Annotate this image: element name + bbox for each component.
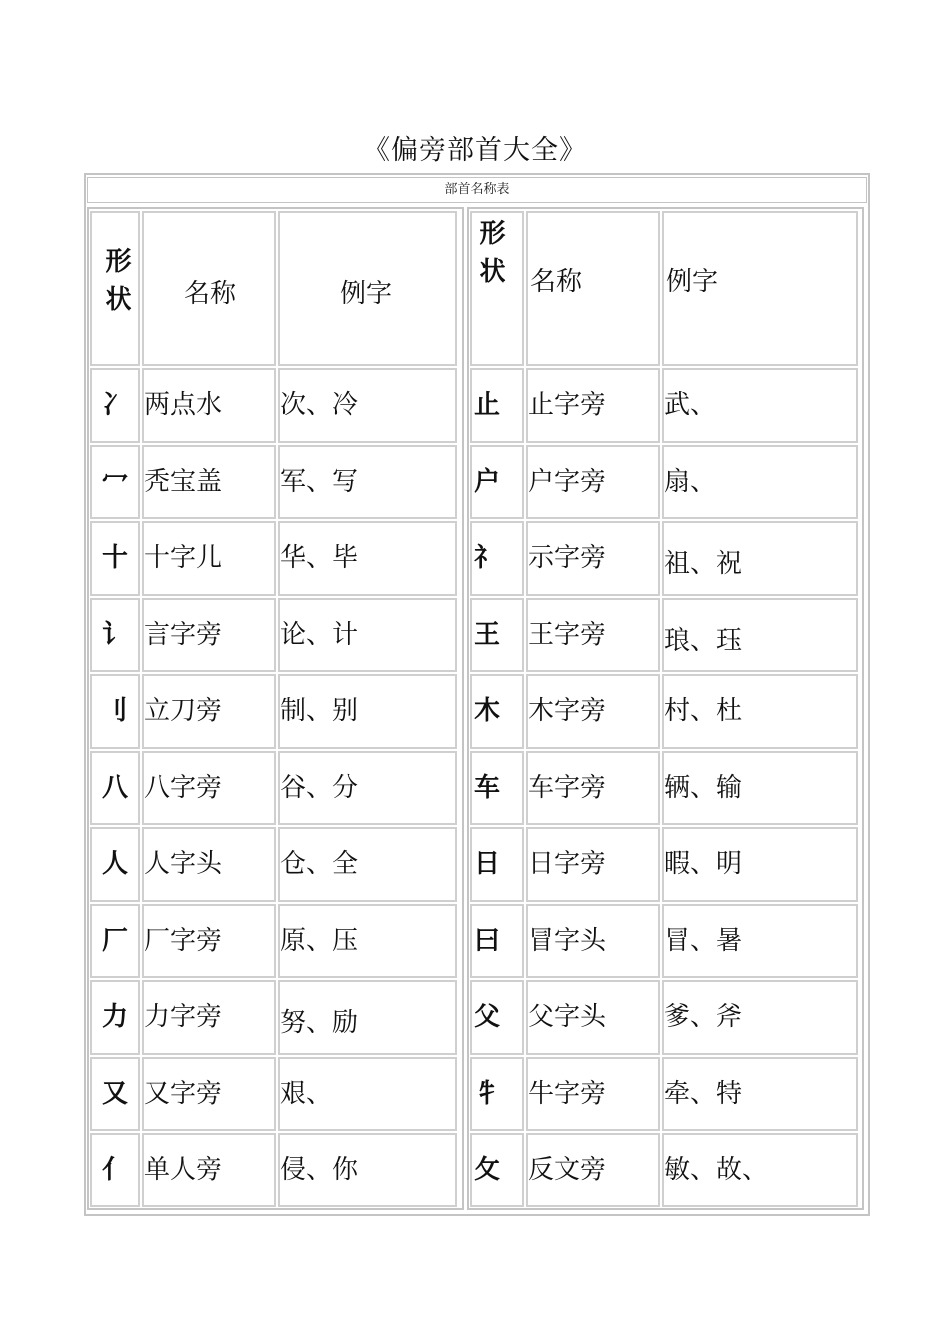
left-row-4-name [142, 598, 276, 672]
left-row-3-name [142, 521, 276, 596]
left-row-11-name [142, 1133, 276, 1207]
left-row-6-example-text: 谷、分 [280, 773, 359, 803]
right-row-7-example-text: 暇、明 [664, 849, 743, 879]
right-row-9-name [526, 980, 660, 1055]
right-row-8-shape-text: 曰 [474, 926, 501, 956]
left-row-4-name-text: 言字旁 [144, 620, 223, 650]
right-row-7-example [662, 827, 858, 902]
left-row-7-name-text: 人字头 [144, 849, 223, 879]
left-row-1-name-text: 两点水 [144, 390, 223, 420]
left-row-7-example-text: 仓、全 [280, 849, 359, 879]
left-header-example-text: 例字 [340, 279, 393, 309]
left-header-name [142, 211, 276, 366]
right-row-6-example [662, 751, 858, 825]
left-row-4-example [278, 598, 457, 672]
left-row-8-shape-text: 厂 [102, 926, 129, 956]
page-title: 《偏旁部首大全》 [363, 135, 587, 166]
right-row-5-name [526, 674, 660, 749]
left-row-10-name-text: 又字旁 [144, 1079, 223, 1109]
left-row-5-shape [90, 674, 140, 749]
left-row-5-shape-text: 刂 [102, 696, 129, 726]
left-row-3-name-text: 十字儿 [144, 543, 223, 573]
left-row-3-shape [90, 521, 140, 596]
right-row-11-name-text: 反文旁 [528, 1155, 607, 1185]
right-row-1-example [662, 368, 858, 443]
left-row-3-shape-text: 十 [102, 543, 129, 573]
left-row-5-name-text: 立刀旁 [144, 696, 223, 726]
right-row-3-example [662, 521, 858, 596]
left-row-2-shape-text: 冖 [102, 467, 129, 497]
left-row-2-example-text: 军、写 [280, 467, 359, 497]
left-header-shape-text: 形状 [101, 247, 131, 323]
left-row-4-example-text: 论、计 [280, 620, 359, 650]
left-row-10-shape-text: 又 [102, 1079, 129, 1109]
right-row-11-example [662, 1133, 858, 1207]
right-row-6-name [526, 751, 660, 825]
left-row-1-example [278, 368, 457, 443]
left-row-5-name [142, 674, 276, 749]
left-row-6-shape [90, 751, 140, 825]
right-row-5-name-text: 木字旁 [528, 696, 607, 726]
right-row-7-name [526, 827, 660, 902]
right-row-2-shape [470, 445, 524, 519]
right-row-6-example-text: 辆、输 [664, 773, 743, 803]
left-header-name-text: 名称 [184, 279, 237, 309]
left-row-6-name [142, 751, 276, 825]
left-row-10-name [142, 1057, 276, 1131]
right-row-3-example-text: 祖、祝 [664, 549, 743, 579]
right-row-6-shape [470, 751, 524, 825]
left-row-1-example-text: 次、冷 [280, 390, 359, 420]
left-row-8-shape [90, 904, 140, 978]
left-row-8-example-text: 原、压 [280, 926, 359, 956]
right-row-10-shape [470, 1057, 524, 1131]
left-row-11-shape [90, 1133, 140, 1207]
left-row-10-shape [90, 1057, 140, 1131]
right-row-3-name-text: 示字旁 [528, 543, 607, 573]
right-row-9-shape-text: 父 [474, 1002, 501, 1032]
right-row-11-shape [470, 1133, 524, 1207]
right-row-1-name [526, 368, 660, 443]
right-row-10-name [526, 1057, 660, 1131]
right-row-1-name-text: 止字旁 [528, 390, 607, 420]
right-row-6-shape-text: 车 [474, 773, 501, 803]
left-row-2-name [142, 445, 276, 519]
left-row-8-example [278, 904, 457, 978]
left-row-2-name-text: 秃宝盖 [144, 467, 223, 497]
left-row-2-example [278, 445, 457, 519]
right-header-example [662, 211, 858, 366]
left-row-1-shape-text: 冫 [102, 390, 129, 420]
right-header-shape-text: 形状 [475, 219, 505, 295]
left-header-example [278, 211, 457, 366]
left-row-6-example [278, 751, 457, 825]
left-row-1-shape [90, 368, 140, 443]
right-row-5-example [662, 674, 858, 749]
left-row-5-example-text: 制、别 [280, 696, 359, 726]
right-row-4-name-text: 王字旁 [528, 620, 607, 650]
right-row-2-example-text: 扇、 [664, 467, 717, 497]
left-row-9-name-text: 力字旁 [144, 1002, 223, 1032]
right-row-11-name [526, 1133, 660, 1207]
right-row-9-example-text: 爹、斧 [664, 1002, 743, 1032]
left-row-11-example-text: 侵、你 [280, 1155, 359, 1185]
right-row-9-shape [470, 980, 524, 1055]
left-row-1-name [142, 368, 276, 443]
right-header-shape [470, 211, 524, 366]
right-header-name [526, 211, 660, 366]
left-row-11-shape-text: 亻 [102, 1155, 129, 1185]
right-row-1-shape-text: 止 [474, 390, 501, 420]
right-row-5-shape-text: 木 [474, 696, 501, 726]
right-row-10-shape-text: 牜 [474, 1079, 501, 1109]
right-header-example-text: 例字 [666, 267, 719, 297]
left-row-9-shape-text: 力 [102, 1002, 129, 1032]
left-row-10-example [278, 1057, 457, 1131]
right-row-4-example [662, 598, 858, 672]
right-row-7-shape [470, 827, 524, 902]
right-row-2-name-text: 户字旁 [528, 467, 607, 497]
right-row-8-example-text: 冒、暑 [664, 926, 743, 956]
left-row-11-name-text: 单人旁 [144, 1155, 223, 1185]
right-row-8-name-text: 冒字头 [528, 926, 607, 956]
right-row-7-shape-text: 日 [474, 849, 501, 879]
left-row-7-shape-text: 人 [102, 849, 129, 879]
right-row-4-shape-text: 王 [474, 620, 501, 650]
left-row-10-example-text: 艰、 [280, 1079, 333, 1109]
right-row-5-example-text: 村、杜 [664, 696, 743, 726]
right-row-3-shape [470, 521, 524, 596]
right-row-2-name [526, 445, 660, 519]
right-row-4-name [526, 598, 660, 672]
left-row-9-example [278, 980, 457, 1055]
table-caption: 部首名称表 [87, 177, 867, 203]
right-header-name-text: 名称 [530, 267, 583, 297]
right-row-8-shape [470, 904, 524, 978]
left-row-9-example-text: 努、励 [280, 1008, 359, 1038]
left-row-6-shape-text: 八 [102, 773, 129, 803]
right-row-9-name-text: 父字头 [528, 1002, 607, 1032]
left-row-2-shape [90, 445, 140, 519]
left-row-7-shape [90, 827, 140, 902]
left-row-8-name [142, 904, 276, 978]
right-row-7-name-text: 日字旁 [528, 849, 607, 879]
right-row-10-example [662, 1057, 858, 1131]
right-row-3-name [526, 521, 660, 596]
left-row-7-example [278, 827, 457, 902]
left-row-11-example [278, 1133, 457, 1207]
right-row-6-name-text: 车字旁 [528, 773, 607, 803]
right-row-9-example [662, 980, 858, 1055]
left-row-5-example [278, 674, 457, 749]
right-row-11-shape-text: 攵 [474, 1155, 501, 1185]
right-row-1-example-text: 武、 [664, 390, 717, 420]
right-row-8-name [526, 904, 660, 978]
left-row-9-name [142, 980, 276, 1055]
right-row-8-example [662, 904, 858, 978]
left-row-4-shape [90, 598, 140, 672]
right-row-2-example [662, 445, 858, 519]
left-row-7-name [142, 827, 276, 902]
right-row-11-example-text: 敏、故、 [664, 1155, 769, 1185]
right-row-1-shape [470, 368, 524, 443]
right-row-10-example-text: 牵、特 [664, 1079, 743, 1109]
right-row-4-example-text: 琅、珏 [664, 626, 743, 656]
left-row-8-name-text: 厂字旁 [144, 926, 223, 956]
right-row-10-name-text: 牛字旁 [528, 1079, 607, 1109]
left-row-6-name-text: 八字旁 [144, 773, 223, 803]
right-row-5-shape [470, 674, 524, 749]
right-row-2-shape-text: 户 [474, 467, 501, 497]
left-row-4-shape-text: 讠 [102, 620, 129, 650]
left-row-3-example [278, 521, 457, 596]
right-row-3-shape-text: 礻 [474, 543, 501, 573]
right-row-4-shape [470, 598, 524, 672]
left-header-shape [90, 211, 140, 366]
left-row-3-example-text: 华、毕 [280, 543, 359, 573]
left-row-9-shape [90, 980, 140, 1055]
